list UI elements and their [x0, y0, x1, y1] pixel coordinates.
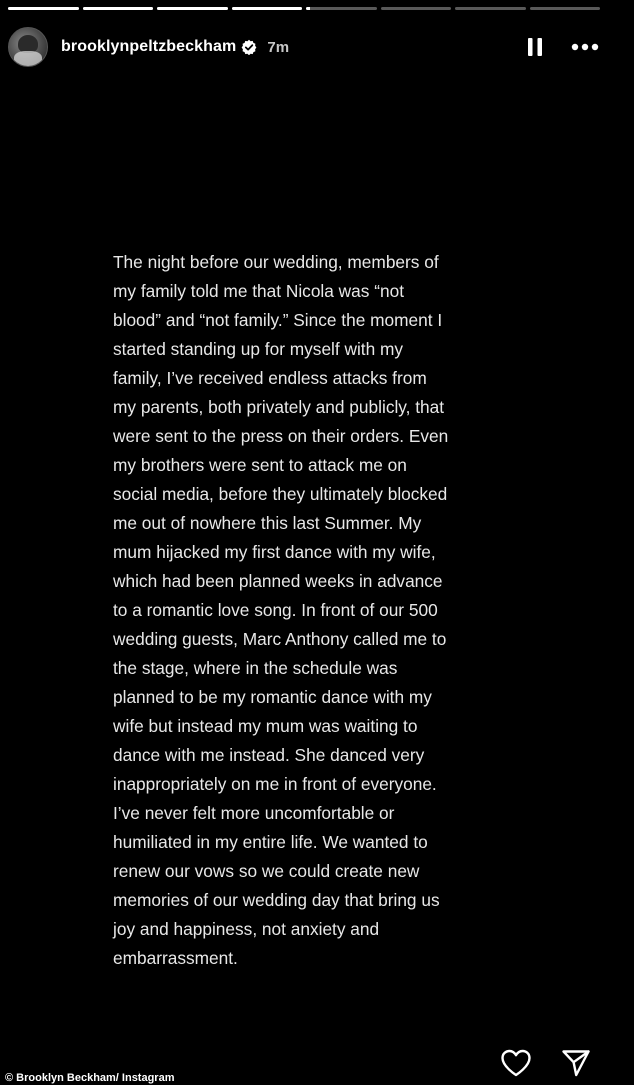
progress-segment [83, 7, 154, 10]
profile-avatar[interactable] [8, 27, 48, 67]
story-text-line: the stage, where in the schedule was [113, 658, 398, 678]
story-text-line: inappropriately on me in front of everyone. [113, 774, 437, 794]
story-text-line: renew our vows so we could create new [113, 861, 420, 881]
story-text-line: I’ve never felt more uncomfortable or [113, 803, 395, 823]
progress-segment-fill [157, 7, 228, 10]
progress-segment-fill [306, 7, 310, 10]
story-text-line: blood” and “not family.” Since the moment I [113, 310, 443, 330]
photo-credit: © Brooklyn Beckham/ Instagram [5, 1072, 175, 1084]
progress-segment [8, 7, 79, 10]
story-text-line: started standing up for myself with my [113, 339, 404, 359]
story-text-line: to a romantic love song. In front of our 500 [113, 600, 438, 620]
progress-segment [530, 7, 601, 10]
story-text-line: embarrassment. [113, 948, 238, 968]
story-text-line: mum hijacked my first dance with my wife, [113, 542, 436, 562]
story-text-line: memories of our wedding day that bring us [113, 890, 440, 910]
story-text-line: dance with me instead. She danced very [113, 745, 425, 765]
progress-segment [455, 7, 526, 10]
send-icon[interactable] [560, 1047, 592, 1079]
story-text-line: my parents, both privately and publicly, that [113, 397, 445, 417]
progress-segment [232, 7, 303, 10]
story-text-line: social media, before they ultimately blocked [113, 484, 448, 504]
story-text-line: planned to be my romantic dance with my [113, 687, 432, 707]
story-header [8, 26, 600, 68]
progress-segment-fill [232, 7, 303, 10]
progress-segment-fill [8, 7, 79, 10]
story-text-line: me out of nowhere this last Summer. My [113, 513, 422, 533]
story-progress-bar [8, 7, 600, 10]
avatar-shoulder-shape [14, 51, 42, 67]
story-text-line: family, I’ve received endless attacks from [113, 368, 427, 388]
progress-segment [157, 7, 228, 10]
story-actions [500, 1047, 592, 1079]
username-link[interactable]: brooklynpeltzbeckham [61, 38, 237, 55]
story-text-line: joy and happiness, not anxiety and [113, 919, 380, 939]
progress-segment [306, 7, 377, 10]
story-text-block [113, 248, 513, 973]
heart-icon[interactable] [500, 1047, 532, 1079]
more-horizontal-icon[interactable] [570, 34, 600, 60]
story-text-line: were sent to the press on their orders. Even [113, 426, 449, 446]
story-text-line: humiliated in my entire life. We wanted to [113, 832, 428, 852]
story-text-line: wife but instead my mum was waiting to [113, 716, 418, 736]
pause-icon[interactable] [524, 34, 546, 60]
progress-segment [381, 7, 452, 10]
story-text-line: my family told me that Nicola was “not [113, 281, 404, 301]
story-text-line: wedding guests, Marc Anthony called me to [113, 629, 447, 649]
story-timestamp: 7m [267, 38, 290, 56]
verified-badge-icon [241, 39, 257, 55]
progress-segment-fill [83, 7, 154, 10]
story-text-line: which had been planned weeks in advance [113, 571, 443, 591]
story-text-line: The night before our wedding, members of [113, 252, 439, 272]
story-text-line: my brothers were sent to attack me on [113, 455, 407, 475]
